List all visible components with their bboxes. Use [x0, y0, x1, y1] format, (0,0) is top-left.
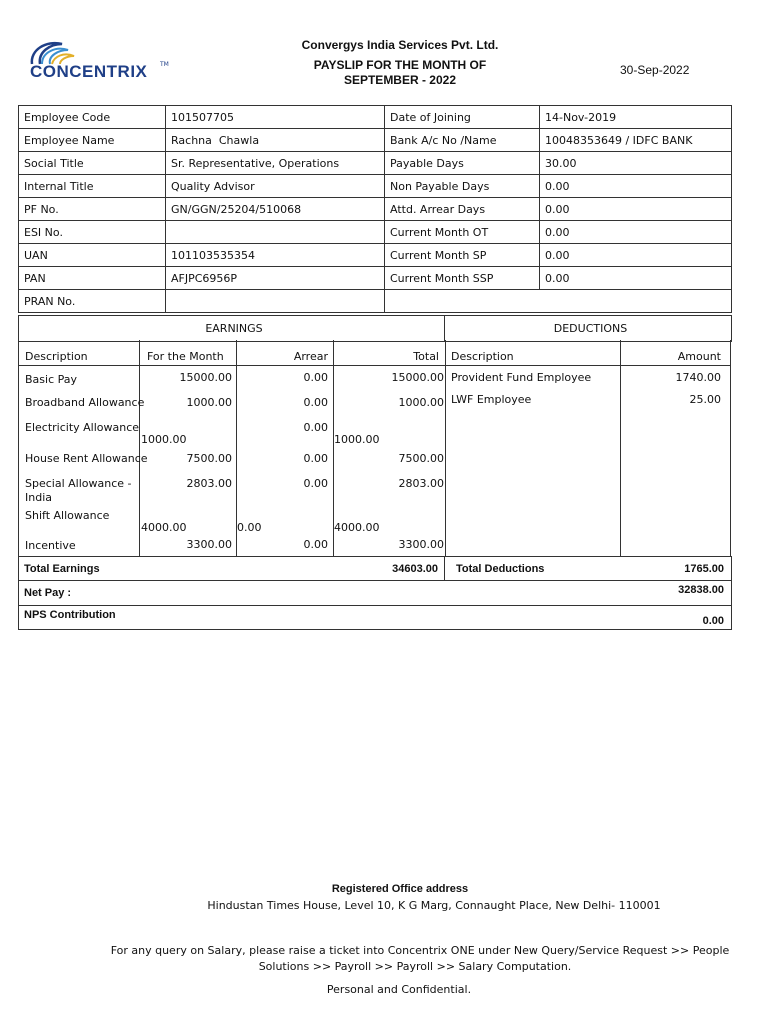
- employee-name-value: Rachna Chawla: [166, 129, 385, 152]
- earning-description-line: Special Allowance -: [25, 477, 132, 490]
- earning-arrear: 0.00: [303, 477, 328, 490]
- earning-total: 7500.00: [398, 452, 444, 465]
- deductions-col-amount: Amount: [677, 350, 721, 363]
- pan-value: AFJPC6956P: [166, 267, 385, 290]
- earning-total: 15000.00: [391, 371, 444, 384]
- table-row: [19, 198, 732, 221]
- earning-description: House Rent Allowance: [25, 452, 148, 465]
- deductions-col-description: Description: [451, 350, 514, 363]
- pran-number-label: PRAN No.: [19, 290, 166, 313]
- date-of-joining-value: 14-Nov-2019: [540, 106, 732, 129]
- confidential-note: Personal and Confidential.: [326, 983, 472, 996]
- esi-number-label: ESI No.: [19, 221, 166, 244]
- nps-contribution-label: NPS Contribution: [19, 606, 620, 630]
- earning-month: 1000.00: [186, 396, 232, 409]
- earnings-col-total: Total: [413, 350, 439, 363]
- total-deductions-label: Total Deductions: [445, 557, 620, 581]
- arrear-days-value: 0.00: [540, 198, 732, 221]
- pf-number-value: GN/GGN/25204/510068: [166, 198, 385, 221]
- net-pay-value: 32838.00: [620, 581, 732, 606]
- earning-arrear: 0.00: [303, 452, 328, 465]
- company-name: Convergys India Services Pvt. Ltd.: [301, 38, 499, 52]
- arrear-days-label: Attd. Arrear Days: [385, 198, 540, 221]
- earning-description: Incentive: [25, 539, 76, 552]
- earning-arrear: 0.00: [303, 538, 328, 551]
- earning-month: 3300.00: [186, 538, 232, 551]
- current-month-ot-value: 0.00: [540, 221, 732, 244]
- table-row: [19, 316, 732, 342]
- total-deductions-value: 1765.00: [620, 557, 732, 581]
- table-row: [19, 606, 732, 630]
- earnings-heading: EARNINGS: [19, 316, 445, 342]
- employee-name-label: Employee Name: [19, 129, 166, 152]
- earning-month: 1000.00: [141, 433, 187, 446]
- earning-month: 4000.00: [141, 521, 187, 534]
- column-divider: [445, 340, 446, 556]
- payslip-title: [250, 58, 550, 88]
- salary-query-note: [80, 943, 760, 975]
- current-month-sp-value: 0.00: [540, 244, 732, 267]
- earning-description: Basic Pay: [25, 373, 78, 386]
- earning-description: Electricity Allowance: [25, 421, 140, 434]
- logo-trademark: TM: [160, 61, 169, 68]
- table-row: [19, 175, 732, 198]
- date-of-joining-label: Date of Joining: [385, 106, 540, 129]
- internal-title-label: Internal Title: [19, 175, 166, 198]
- social-title-value: Sr. Representative, Operations: [166, 152, 385, 175]
- earning-total: 2803.00: [398, 477, 444, 490]
- internal-title-value: Quality Advisor: [166, 175, 385, 198]
- bank-account-label: Bank A/c No /Name: [385, 129, 540, 152]
- employee-code-label: Employee Code: [19, 106, 166, 129]
- nps-contribution-value: 0.00: [620, 606, 732, 630]
- earning-arrear: 0.00: [303, 396, 328, 409]
- earning-description: [25, 477, 132, 505]
- section-headings: [18, 315, 732, 342]
- net-pay-label: Net Pay :: [19, 581, 620, 606]
- logo-wordmark: CONCENTRIX: [30, 62, 148, 81]
- bank-account-value: 10048353649 / IDFC BANK: [540, 129, 732, 152]
- employee-code-value: 101507705: [166, 106, 385, 129]
- earning-description: Broadband Allowance: [25, 396, 145, 409]
- uan-value: 101103535354: [166, 244, 385, 267]
- earnings-deductions-grid: [18, 340, 731, 557]
- deductions-heading: DEDUCTIONS: [445, 316, 732, 342]
- payable-days-label: Payable Days: [385, 152, 540, 175]
- header-divider: [19, 365, 730, 366]
- total-earnings-label: Total Earnings: [19, 557, 350, 581]
- earning-description: Shift Allowance: [25, 509, 110, 522]
- earning-total: 1000.00: [334, 433, 380, 446]
- table-row: [19, 129, 732, 152]
- payslip-title-line1: PAYSLIP FOR THE MONTH OF: [313, 58, 487, 72]
- registered-office-address: Hindustan Times House, Level 10, K G Marg, Connaught Place, New Delhi- 110001: [207, 899, 661, 912]
- registered-office-heading: Registered Office address: [331, 883, 469, 895]
- table-row: [19, 557, 732, 581]
- non-payable-days-value: 0.00: [540, 175, 732, 198]
- earning-total: 4000.00: [334, 521, 380, 534]
- earning-month: 2803.00: [186, 477, 232, 490]
- earning-month: 15000.00: [179, 371, 232, 384]
- earning-arrear: 0.00: [237, 521, 262, 534]
- uan-label: UAN: [19, 244, 166, 267]
- earnings-col-description: Description: [25, 350, 88, 363]
- salary-query-line: For any query on Salary, please raise a ticket into Concentrix ONE under New Query/Service Request >> People: [110, 944, 730, 957]
- earning-arrear: 0.00: [303, 421, 328, 434]
- earning-arrear: 0.00: [303, 371, 328, 384]
- current-month-ssp-value: 0.00: [540, 267, 732, 290]
- table-row: [19, 290, 732, 313]
- table-row: [19, 581, 732, 606]
- payable-days-value: 30.00: [540, 152, 732, 175]
- payslip-title-line2: SEPTEMBER - 2022: [343, 73, 457, 87]
- table-row: [19, 267, 732, 290]
- deduction-amount: 1740.00: [675, 371, 721, 384]
- empty-cell: [385, 290, 732, 313]
- social-title-label: Social Title: [19, 152, 166, 175]
- pf-number-label: PF No.: [19, 198, 166, 221]
- earning-total: 3300.00: [398, 538, 444, 551]
- payslip-date: 30-Sep-2022: [620, 63, 690, 77]
- pan-label: PAN: [19, 267, 166, 290]
- non-payable-days-label: Non Payable Days: [385, 175, 540, 198]
- earnings-col-arrear: Arrear: [293, 350, 328, 363]
- payslip-summary: [18, 556, 732, 630]
- concentrix-logo: [28, 38, 178, 84]
- deduction-amount: 25.00: [689, 393, 721, 406]
- deduction-description: LWF Employee: [451, 393, 532, 406]
- table-row: [19, 152, 732, 175]
- table-row: [19, 106, 732, 129]
- salary-query-line: Solutions >> Payroll >> Payroll >> Salary Computation.: [258, 960, 572, 973]
- table-row: [19, 244, 732, 267]
- earnings-col-month: For the Month: [147, 350, 224, 363]
- earning-total: 1000.00: [398, 396, 444, 409]
- table-row: [19, 221, 732, 244]
- current-month-ot-label: Current Month OT: [385, 221, 540, 244]
- earning-description-line: India: [25, 491, 52, 504]
- employee-info-table: [18, 105, 732, 313]
- esi-number-value: [166, 221, 385, 244]
- current-month-ssp-label: Current Month SSP: [385, 267, 540, 290]
- earning-month: 7500.00: [186, 452, 232, 465]
- pran-number-value: [166, 290, 385, 313]
- current-month-sp-label: Current Month SP: [385, 244, 540, 267]
- deduction-description: Provident Fund Employee: [451, 371, 592, 384]
- total-earnings-value: 34603.00: [350, 557, 445, 581]
